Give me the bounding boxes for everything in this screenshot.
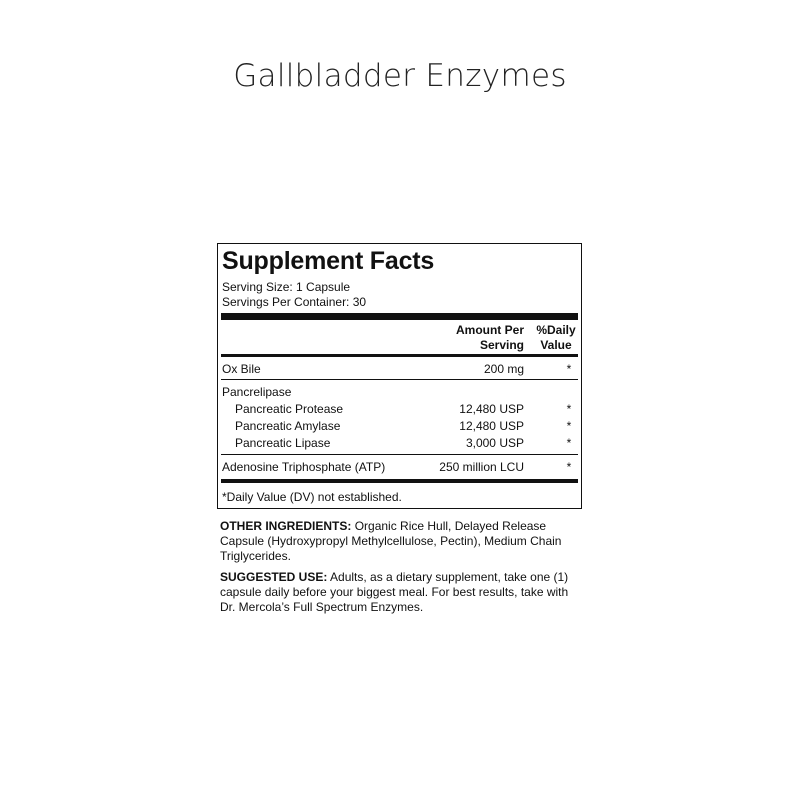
thick-rule-top [221, 313, 578, 320]
serving-size: Serving Size: 1 Capsule [222, 280, 351, 294]
other-ingredients-text: Organic Rice Hull, Delayed Release Capsule (Hydroxypropyl Methylcellulose, Pectin), Medium Chain Triglycerides. [220, 519, 562, 563]
thin-rule [221, 379, 578, 380]
amount-header-line2: Serving [479, 338, 524, 352]
ingredient-amount: 12,480 USP [459, 419, 524, 433]
other-ingredients-label: OTHER INGREDIENTS: [220, 519, 352, 533]
ingredient-dv: * [566, 419, 572, 433]
ingredient-amount: 200 mg [483, 362, 524, 376]
servings-per-container: Servings Per Container: 30 [222, 295, 367, 309]
ingredient-name: Pancreatic Amylase [235, 419, 341, 433]
suggested-use [220, 570, 580, 615]
supplement-facts-heading: Supplement Facts [222, 247, 435, 275]
ingredient-amount: 250 million LCU [439, 460, 524, 474]
thin-rule [221, 454, 578, 455]
ingredient-name: Ox Bile [222, 362, 261, 376]
other-ingredients [220, 519, 580, 564]
product-title: Gallbladder Enzymes [233, 58, 567, 94]
supplement-facts-panel [217, 243, 582, 509]
ingredient-name: Pancreatic Protease [235, 402, 344, 416]
ingredient-amount: 3,000 USP [465, 436, 524, 450]
medium-rule [221, 354, 578, 357]
thick-rule-bottom [221, 479, 578, 483]
ingredient-dv: * [566, 436, 572, 450]
ingredient-dv: * [566, 460, 572, 474]
ingredient-amount: 12,480 USP [459, 402, 524, 416]
ingredient-dv: * [566, 402, 572, 416]
ingredient-group-name: Pancrelipase [222, 385, 292, 399]
daily-value-footnote: *Daily Value (DV) not established. [222, 490, 402, 504]
ingredient-name: Adenosine Triphosphate (ATP) [222, 460, 386, 474]
dv-header-line2: Value [540, 338, 572, 352]
dv-header-line1: %Daily [536, 323, 576, 337]
ingredient-dv: * [566, 362, 572, 376]
suggested-use-text: Adults, as a dietary supplement, take one (1) capsule daily before your biggest meal. For best results, take with Dr. Mercola’s Full Spectrum Enzymes. [220, 570, 569, 614]
amount-header-line1: Amount Per [455, 323, 524, 337]
ingredient-name: Pancreatic Lipase [235, 436, 331, 450]
suggested-use-label: SUGGESTED USE: [220, 570, 328, 584]
